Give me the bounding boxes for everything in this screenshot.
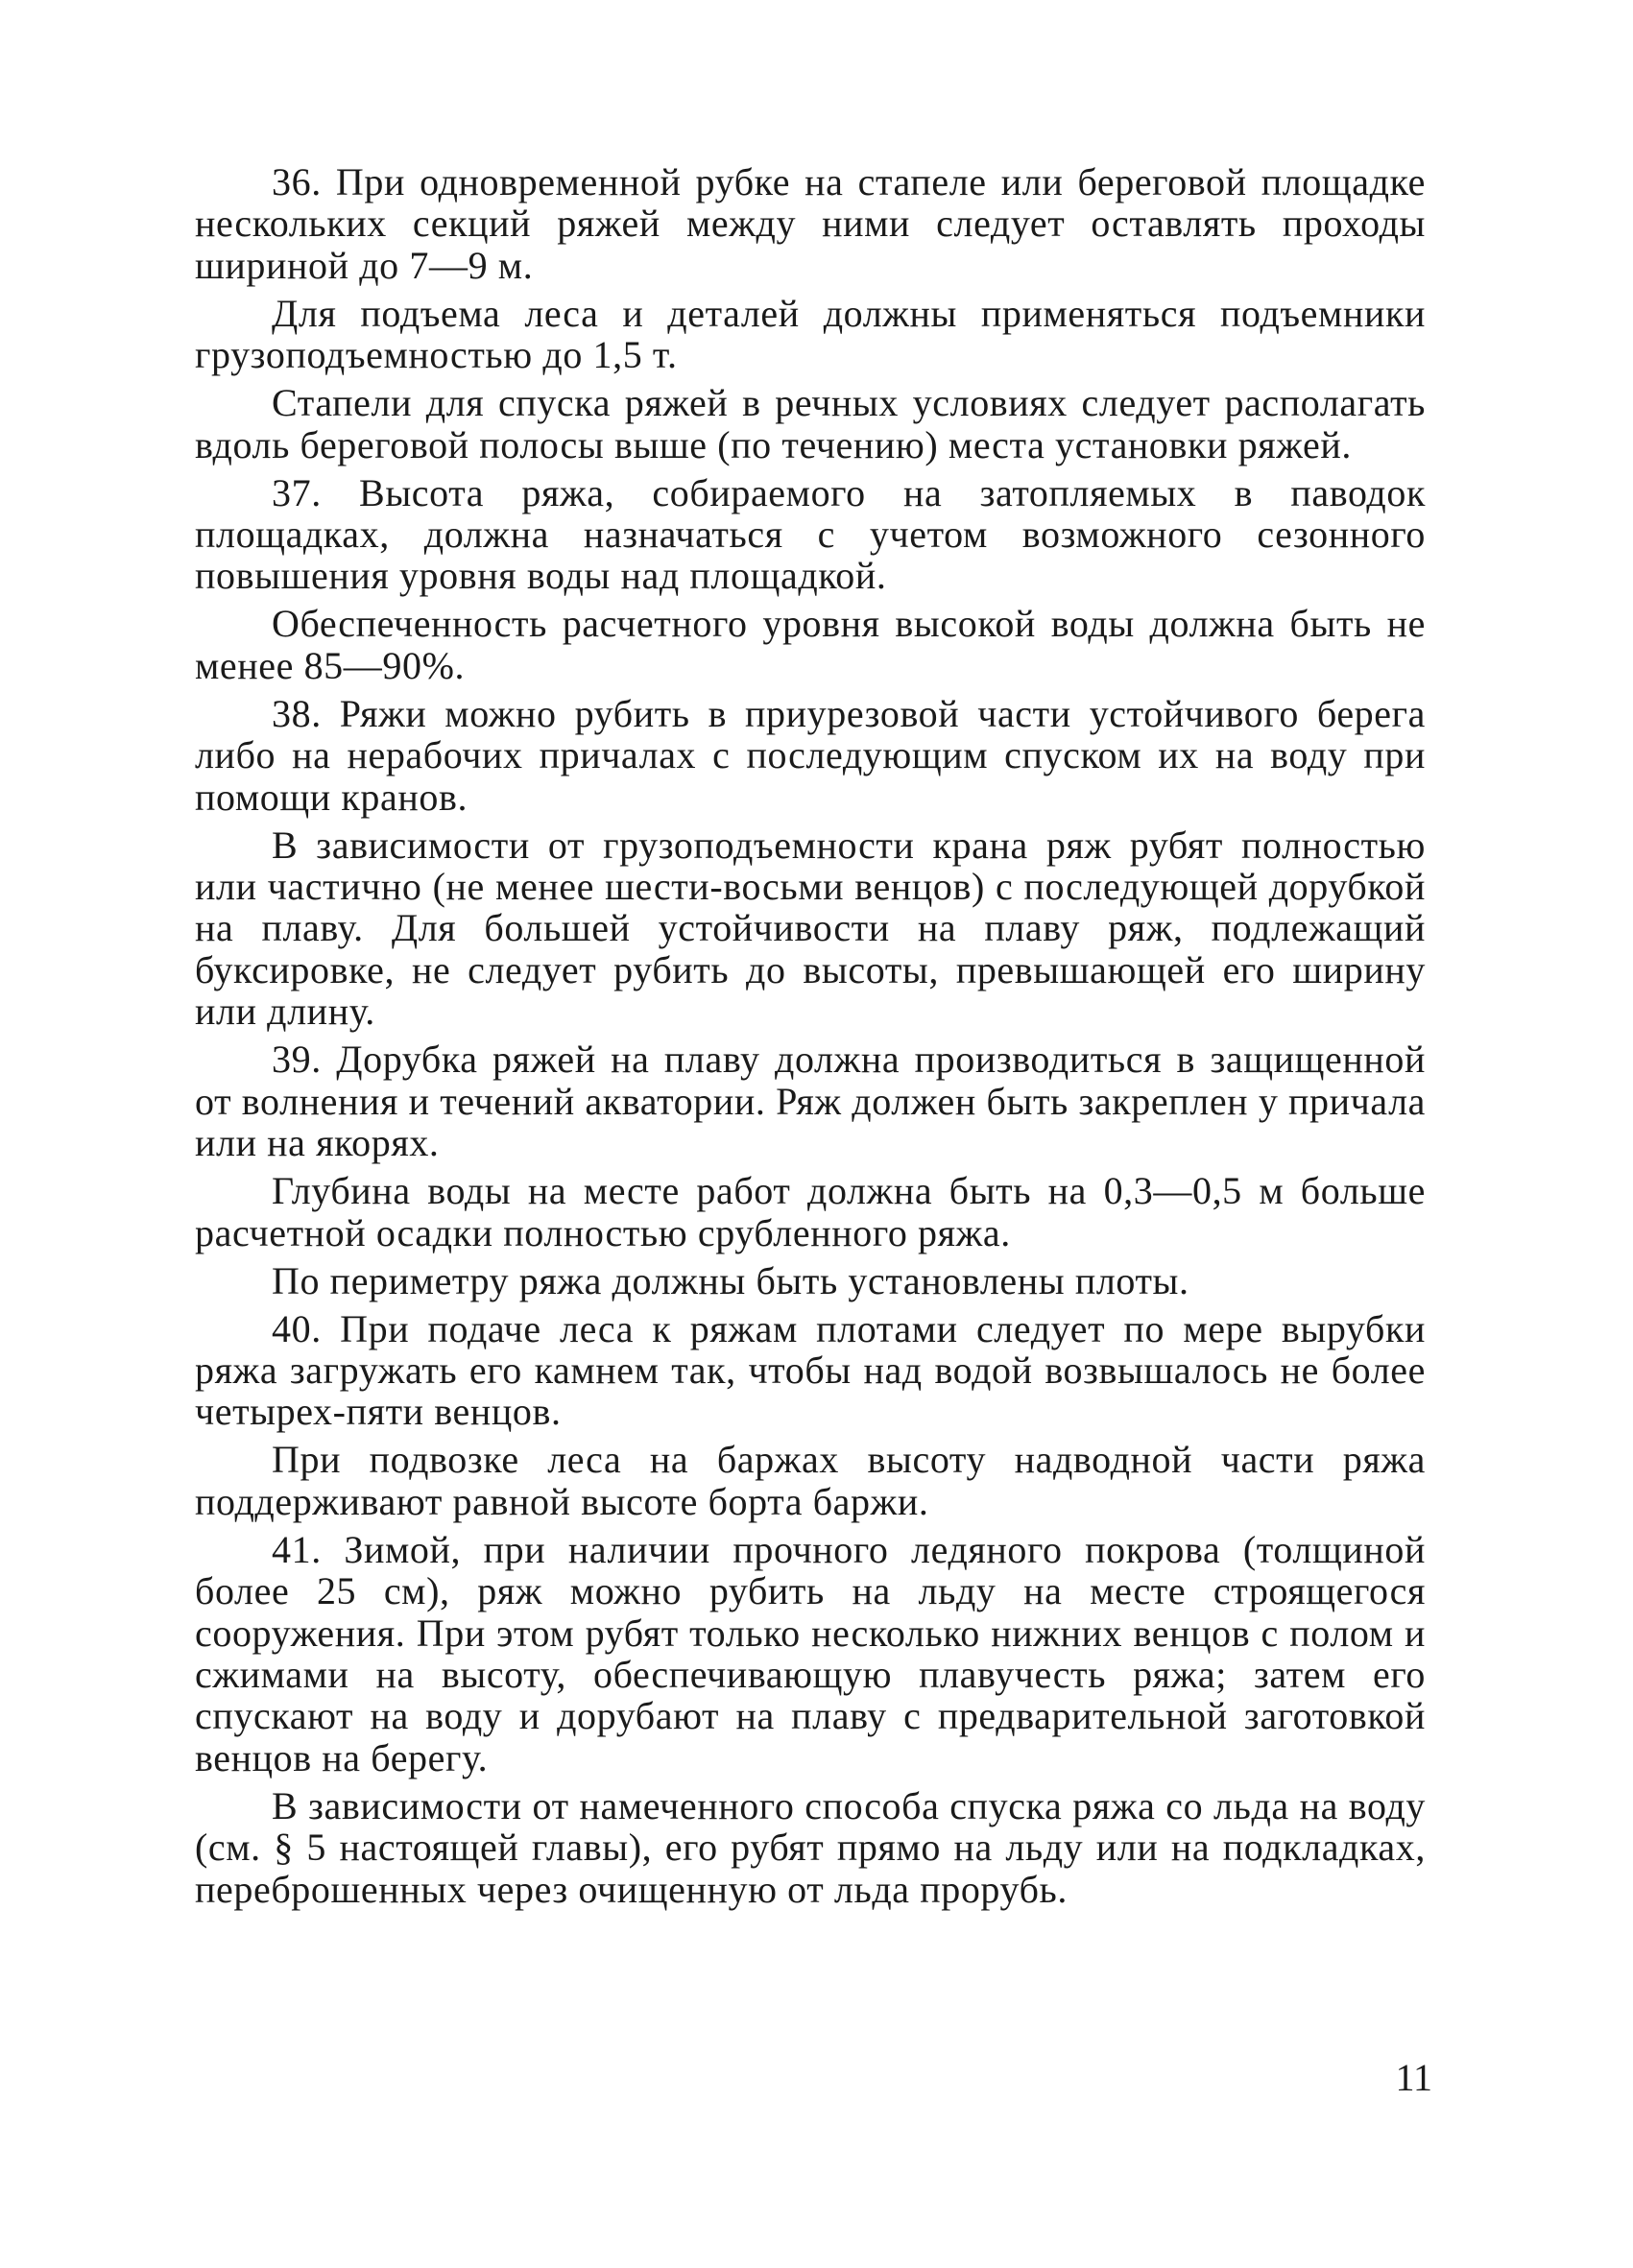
paragraph-barges: При подвозке леса на баржах высоту надводной части ряжа поддерживают равной высоте борта баржи. [195,1438,1426,1523]
paragraph-slipways: Стапели для спуска ряжей в речных условиях следует располагать вдоль береговой полосы выше (по течению) места установки ряжей. [195,381,1426,466]
paragraph-water-level: Обеспеченность расчетного уровня высокой воды должна быть не менее 85—90%. [195,602,1426,687]
paragraph-36: 36. При одновременной рубке на стапеле или береговой площадке нескольких секций ряжей между ними следует оставлять проходы шириной до 7—9 м. [195,160,1426,287]
paragraph-38: 38. Ряжи можно рубить в приурезовой части устойчивого берега либо на нерабочих причалах с последующим спуском их на воду при помощи кранов. [195,691,1426,819]
paragraph-crane: В зависимости от грузоподъемности крана ряж рубят полностью или частично (не менее шести-восьми венцов) с последующей дорубкой на плаву. Для большей устойчивости на плаву ряж, подлежащий буксировке, не следует рубить до высоты, превышающей его ширину или длину. [195,823,1426,1034]
paragraph-37: 37. Высота ряжа, собираемого на затопляемых в паводок площадках, должна назначаться с учетом возможного сезонного повышения уровня воды над площадкой. [195,470,1426,598]
paragraph-40: 40. При подаче леса к ряжам плотами следует по мере вырубки ряжа загружать его камнем так, чтобы над водой возвышалось не более четырех-пяти венцов. [195,1306,1426,1434]
paragraph-lifting: Для подъема леса и деталей должны применяться подъемники грузоподъемностью до 1,5 т. [195,291,1426,377]
paragraph-depth: Глубина воды на месте работ должна быть на 0,3—0,5 м больше расчетной осадки полностью срубленного ряжа. [195,1169,1426,1254]
page-number: 11 [1395,2056,1432,2099]
paragraph-rafts: По периметру ряжа должны быть установлены плоты. [272,1258,1189,1302]
body-text [195,161,1426,1917]
paragraph-41: 41. Зимой, при наличии прочного ледяного покрова (толщиной более 25 см), ряж можно рубить на льду на месте строящегося сооружения. При этом рубят только несколько нижних венцов с полом и сжимами на высоту, обеспечивающую плавучесть ряжа; затем его спускают на воду и дорубают на плаву с предварительной заготовкой венцов на берегу. [195,1527,1426,1779]
paragraph-39: 39. Дорубка ряжей на плаву должна производиться в защищенной от волнения и течений акватории. Ряж должен быть закреплен у причала или на якорях. [195,1038,1426,1165]
paragraph-ice: В зависимости от намеченного способа спуска ряжа со льда на воду (см. § 5 настоящей главы), его рубят прямо на льду или на подкладках, переброшенных через очищенную от льда прорубь. [195,1783,1426,1911]
